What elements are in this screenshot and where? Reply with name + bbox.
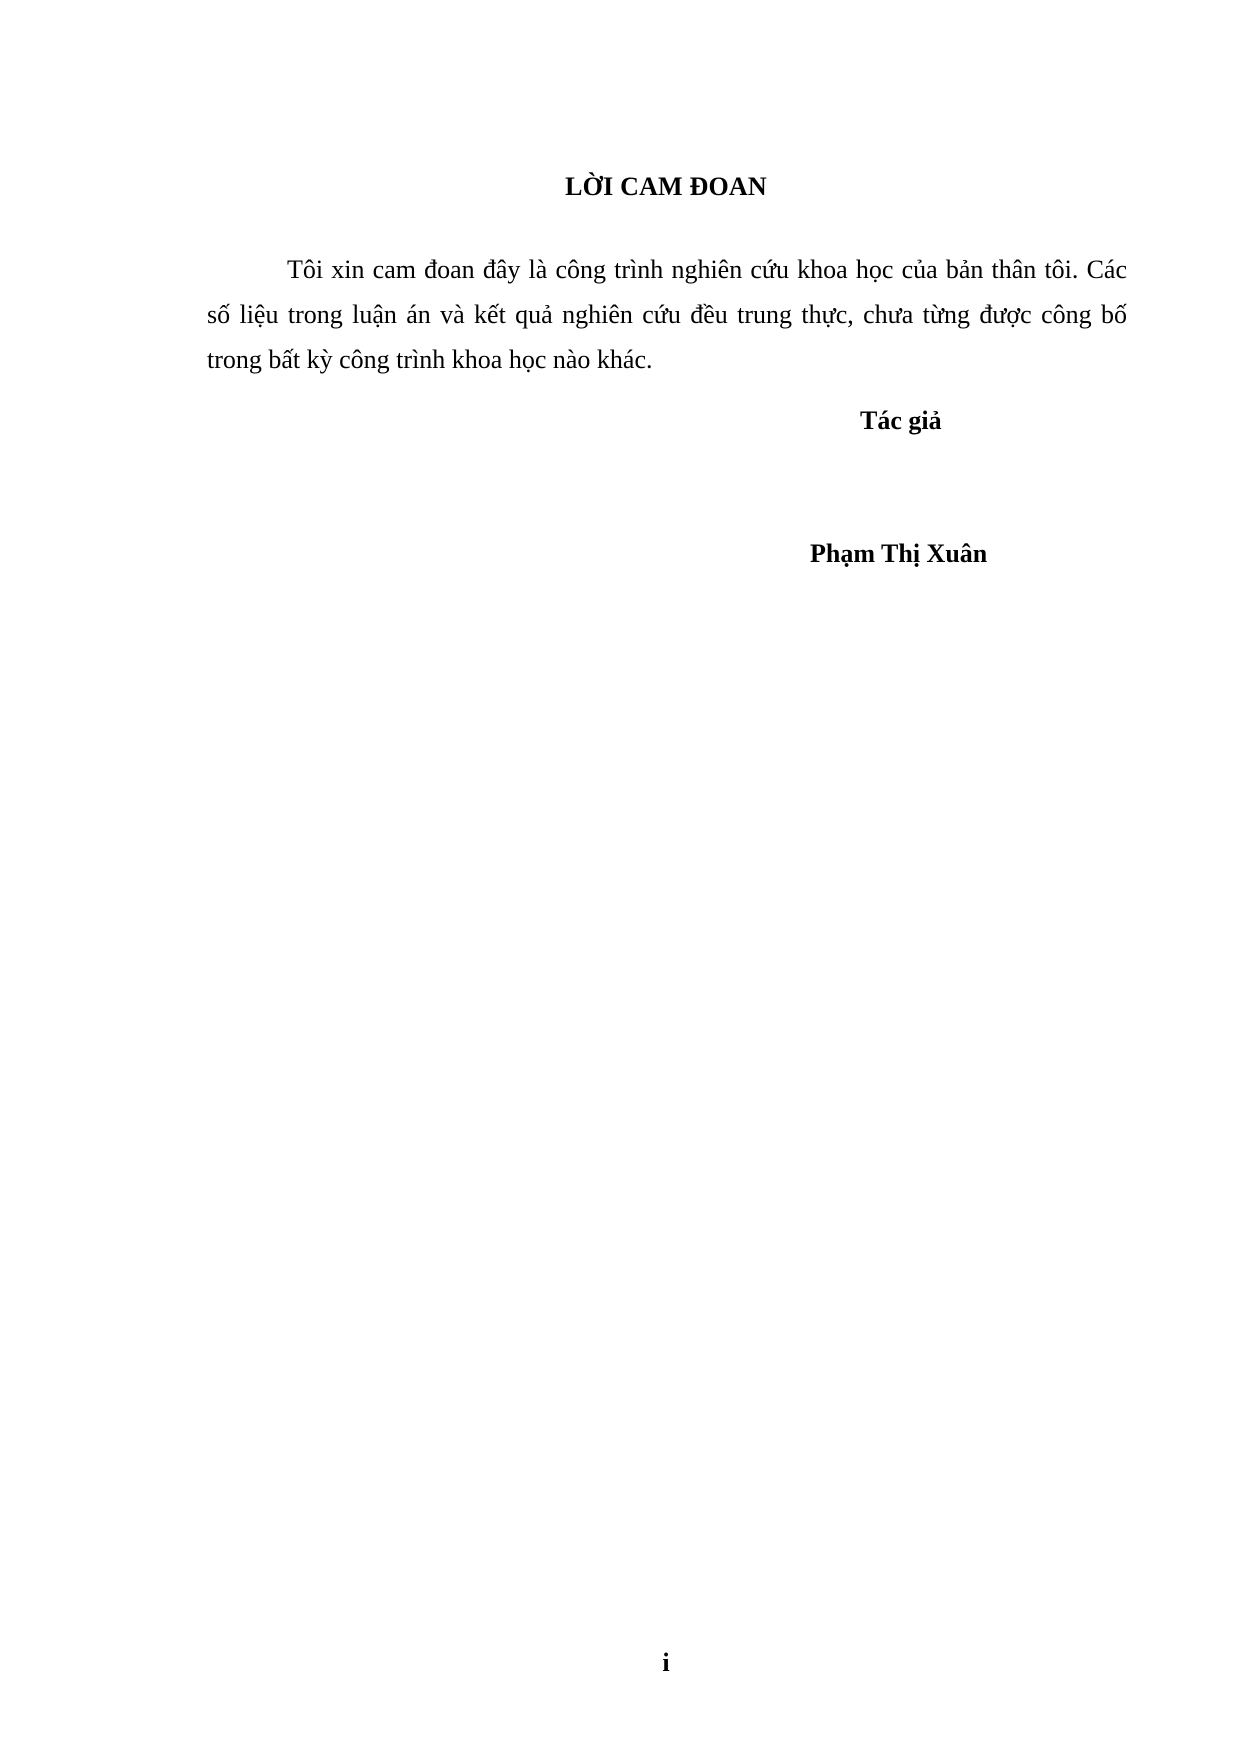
author-label: Tác giả — [860, 406, 942, 435]
page-number: i — [662, 1648, 670, 1677]
author-name: Phạm Thị Xuân — [810, 539, 988, 568]
declaration-paragraph: Tôi xin cam đoan đây là công trình nghiên cứu khoa học của bản thân tôi. Các số liệu trong luận án và kết quả nghiên cứu đều trung thực, chưa từng được công bố trong bất kỳ công trình khoa học nào khác. — [207, 255, 1127, 374]
page-title: LỜI CAM ĐOAN — [565, 172, 767, 201]
